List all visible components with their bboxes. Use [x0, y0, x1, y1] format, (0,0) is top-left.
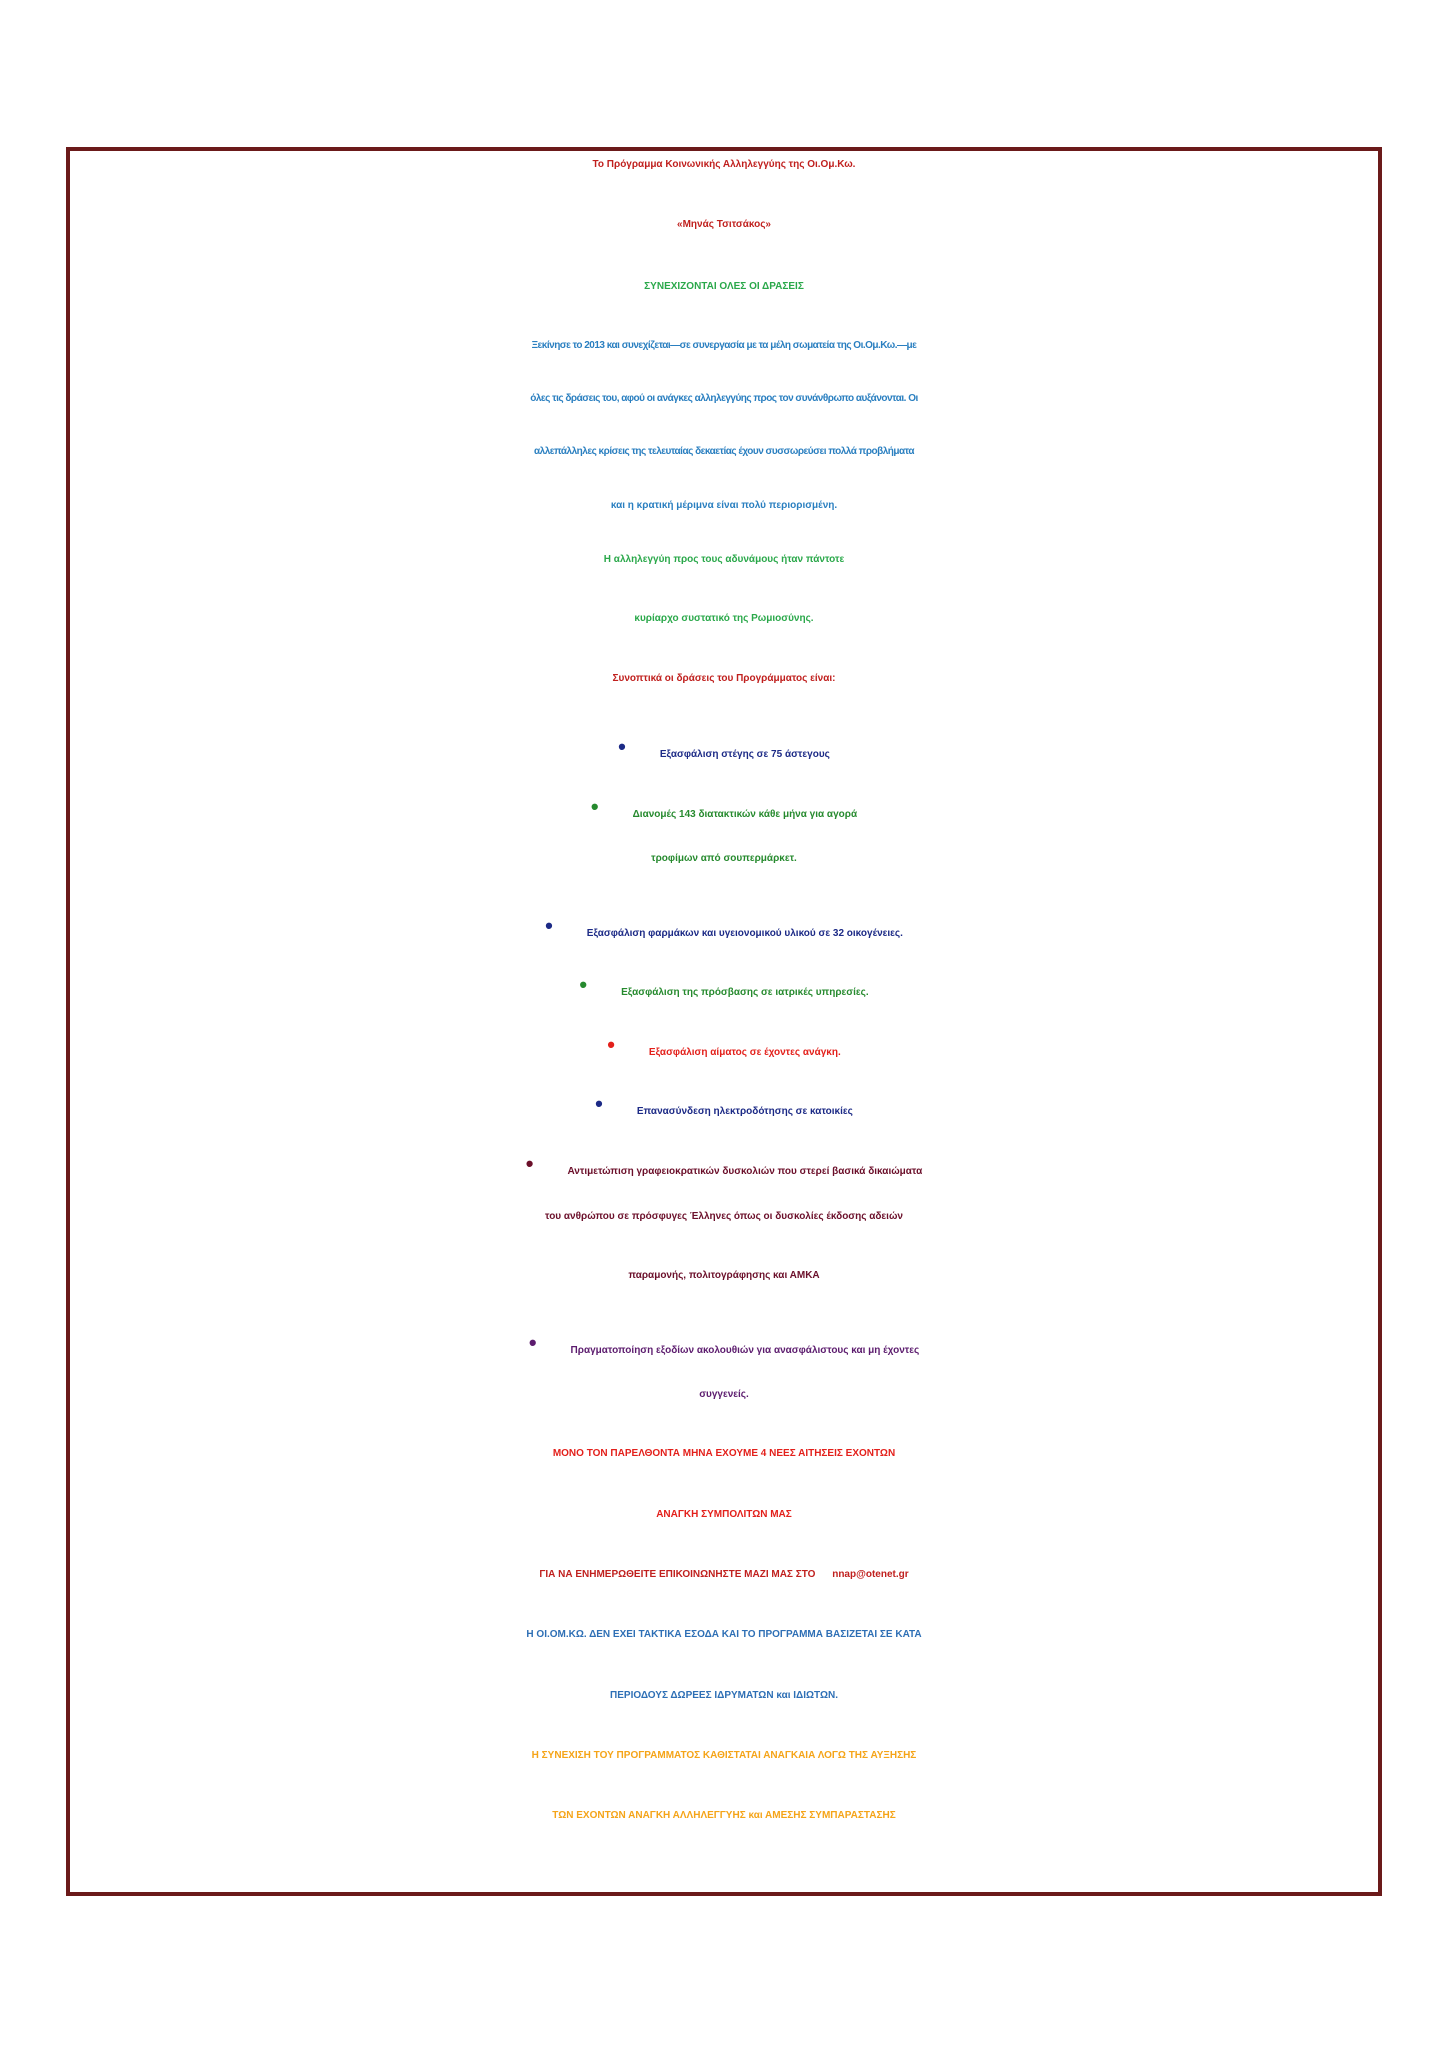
title-line-1: Το Πρόγραμμα Κοινωνικής Αλληλεγγύης της Οι.Ομ.Κω. — [592, 159, 856, 170]
contact-email[interactable]: nnap@otenet.gr — [832, 1569, 909, 1580]
intro-line-1: Ξεκίνησε το 2013 και συνεχίζεται—σε συνεργασία με τα μέλη σωματεία της Οι.Ομ.Κω.—με — [531, 340, 917, 351]
actions-heading: Συνοπτικά οι δράσεις του Προγράμματος είναι: — [612, 673, 836, 684]
action-bureaucracy-cont-2: παραμονής, πολιτογράφησης και ΑΜΚΑ — [628, 1270, 820, 1281]
funding-line-2: ΠΕΡΙΟΔΟΥΣ ΔΩΡΕΕΣ ΙΔΡΥΜΑΤΩΝ και ΙΔΙΩΤΩΝ. — [610, 1690, 838, 1701]
funding-line-1: Η ΟΙ.ΟΜ.ΚΩ. ΔΕΝ ΕΧΕΙ ΤΑΚΤΙΚΑ ΕΣΟΔΑ ΚΑΙ ΤΟ ΠΡΟΓΡΑΜΜΑ ΒΑΣΙΖΕΤΑΙ ΣΕ ΚΑΤΑ — [526, 1629, 922, 1640]
action-electricity: • Επανασύνδεση ηλεκτροδότησης σε κατοικίες — [70, 1091, 1378, 1118]
action-bureaucracy-cont-1: του ανθρώπου σε πρόσφυγες Έλληνες όπως οι δυσκολίες έκδοσης αδειών — [545, 1211, 903, 1222]
action-bureaucracy: • Αντιμετώπιση γραφειοκρατικών δυσκολιών που στερεί βασικά δικαιώματα — [70, 1151, 1378, 1178]
intro-line-3: αλλεπάλληλες κρίσεις της τελευταίας δεκαετίας έχουν συσσωρεύσει πολλά προβλήματα — [534, 446, 914, 457]
requests-line-1: ΜΟΝΟ ΤΟΝ ΠΑΡΕΛΘΟΝΤΑ ΜΗΝΑ ΕΧΟΥΜΕ 4 ΝΕΕΣ ΑΙΤΗΣΕΙΣ ΕΧΟΝΤΩΝ — [552, 1448, 896, 1459]
contact-text: ΓΙΑ ΝΑ ΕΝΗΜΕΡΩΘΕΙΤΕ ΕΠΙΚΟΙΝΩΝΗΣΤΕ ΜΑΖΙ ΜΑΣ ΣΤΟ — [539, 1569, 816, 1580]
intro-line-4: και η κρατική μέριμνα είναι πολύ περιορισμένη. — [610, 500, 838, 511]
action-housing: • Εξασφάλιση στέγης σε 75 άστεγους — [70, 734, 1378, 761]
closing-line-1: Η ΣΥΝΕΧΙΣΗ ΤΟΥ ΠΡΟΓΡΑΜΜΑΤΟΣ ΚΑΘΙΣΤΑΤΑΙ ΑΝΑΓΚΑΙΑ ΛΟΓΩ ΤΗΣ ΑΥΞΗΣΗΣ — [531, 1750, 917, 1761]
action-medical-access: • Εξασφάλιση της πρόσβασης σε ιατρικές υπηρεσίες. — [70, 972, 1378, 999]
title-line-2: «Μηνάς Τσιτσάκος» — [677, 219, 771, 230]
requests-line-2: ΑΝΑΓΚΗ ΣΥΜΠΟΛΙΤΩΝ ΜΑΣ — [656, 1509, 792, 1520]
action-vouchers-cont: τροφίμων από σουπερμάρκετ. — [651, 853, 797, 864]
closing-line-2: ΤΩΝ ΕΧΟΝΤΩΝ ΑΝΑΓΚΗ ΑΛΛΗΛΕΓΓΥΗΣ και ΑΜΕΣΗΣ ΣΥΜΠΑΡΑΣΤΑΣΗΣ — [552, 1810, 896, 1821]
contact-line — [70, 1569, 1378, 1581]
action-medicines: • Εξασφάλιση φαρμάκων και υγειονομικού υλικού σε 32 οικογένειες. — [70, 913, 1378, 940]
intro-line-2: όλες τις δράσεις του, αφού οι ανάγκες αλληλεγγύης προς τον συνάνθρωπο αυξάνονται. Οι — [530, 393, 918, 404]
action-funerals-cont: συγγενείς. — [699, 1389, 749, 1400]
solidarity-line-1: Η αλληλεγγύη προς τους αδυνάμους ήταν πάντοτε — [603, 554, 845, 565]
subtitle: ΣΥΝΕΧΙΖΟΝΤΑΙ ΟΛΕΣ ΟΙ ΔΡΑΣΕΙΣ — [644, 281, 804, 292]
action-funerals: • Πραγματοποίηση εξοδίων ακολουθιών για ανασφάλιστους και μη έχοντες — [70, 1330, 1378, 1357]
solidarity-line-2: κυρίαρχο συστατικό της Ρωμιοσύνης. — [634, 613, 814, 624]
action-vouchers: • Διανομές 143 διατακτικών κάθε μήνα για αγορά — [70, 794, 1378, 821]
action-blood: • Εξασφάλιση αίματος σε έχοντες ανάγκη. — [70, 1032, 1378, 1059]
